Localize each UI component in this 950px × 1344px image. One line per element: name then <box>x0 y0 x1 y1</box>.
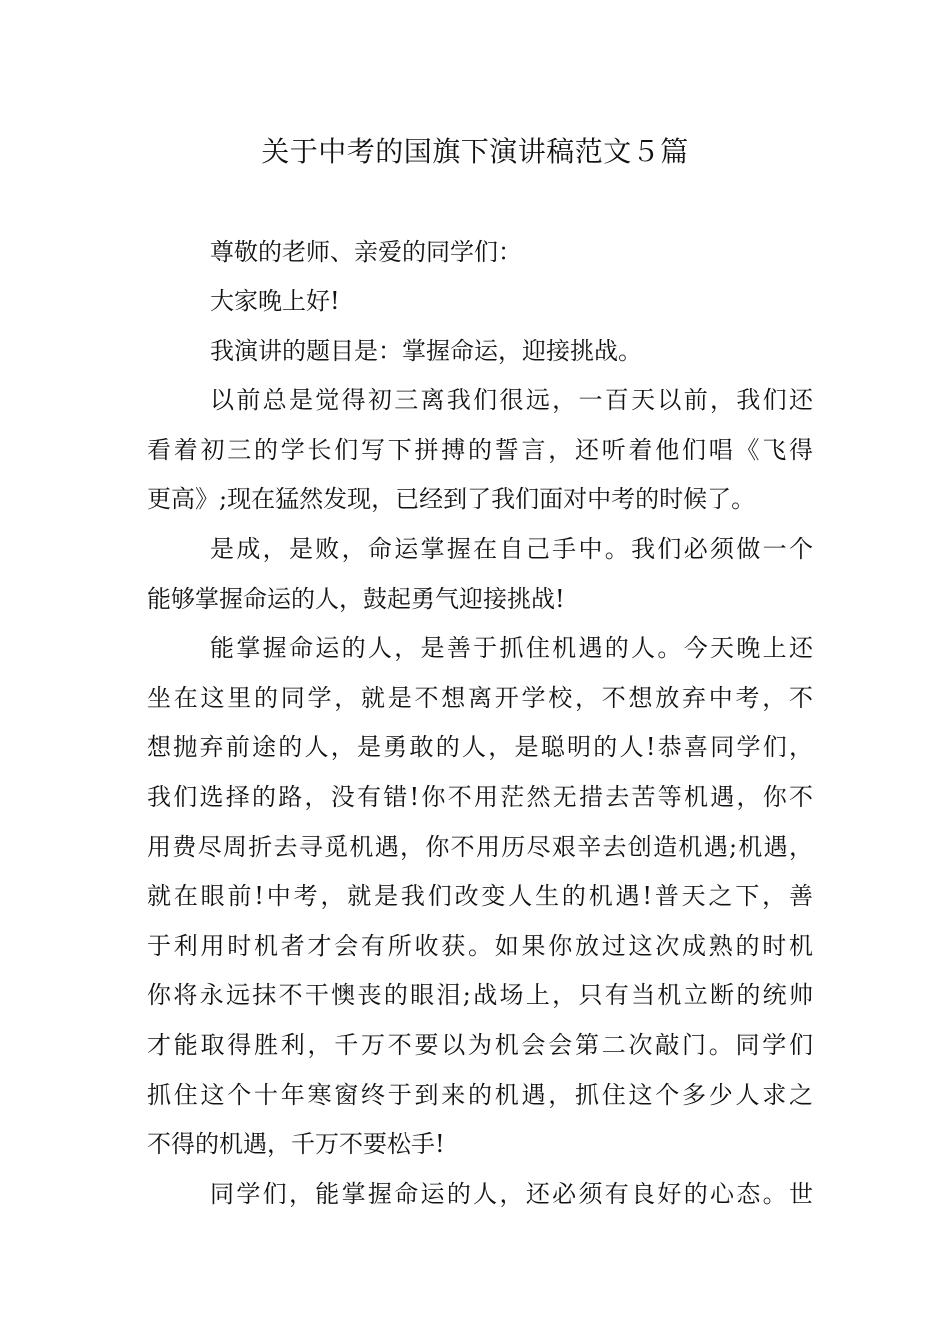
topic-line: 我演讲的题目是：掌握命运，迎接挑战。 <box>210 337 642 365</box>
salutation-line: 尊敬的老师、亲爱的同学们： <box>210 238 522 266</box>
paragraph-line: 是成，是败，命运掌握在自己手中。我们必须做一个 <box>210 535 813 563</box>
paragraph-line: 才能取得胜利，千万不要以为机会会第二次敲门。同学们 <box>147 1031 813 1059</box>
paragraph-line: 你将永远抹不干懊丧的眼泪;战场上，只有当机立断的统帅 <box>147 981 813 1009</box>
paragraph-line: 以前总是觉得初三离我们很远，一百天以前，我们还 <box>210 386 813 414</box>
paragraph-line: 于利用时机者才会有所收获。如果你放过这次成熟的时机 <box>147 932 813 960</box>
paragraph-line: 用费尽周折去寻觅机遇，你不用历尽艰辛去创造机遇;机遇， <box>147 833 813 861</box>
document-title: 关于中考的国旗下演讲稿范文５篇 <box>261 135 689 168</box>
paragraph-line: 能够掌握命运的人，鼓起勇气迎接挑战! <box>147 585 565 613</box>
paragraph-line: 抓住这个十年寒窗终于到来的机遇，抓住这个多少人求之 <box>147 1081 813 1109</box>
paragraph-line: 就在眼前!中考，就是我们改变人生的机遇!普天之下，善 <box>147 882 813 910</box>
paragraph-line: 看着初三的学长们写下拼搏的誓言，还听着他们唱《飞得 <box>147 436 813 464</box>
paragraph-line: 坐在这里的同学，就是不想离开学校，不想放弃中考，不 <box>147 684 813 712</box>
paragraph-line: 想抛弃前途的人，是勇敢的人，是聪明的人!恭喜同学们， <box>147 733 813 761</box>
paragraph-line: 能掌握命运的人，是善于抓住机遇的人。今天晚上还 <box>210 634 813 662</box>
paragraph-line: 不得的机遇，千万不要松手! <box>147 1130 445 1158</box>
paragraph-line: 同学们，能掌握命运的人，还必须有良好的心态。世 <box>210 1180 813 1208</box>
paragraph-line: 我们选择的路，没有错!你不用茫然无措去苦等机遇，你不 <box>147 783 813 811</box>
paragraph-line: 更高》;现在猛然发现，已经到了我们面对中考的时候了。 <box>147 485 756 513</box>
greeting-line: 大家晚上好! <box>210 287 340 315</box>
